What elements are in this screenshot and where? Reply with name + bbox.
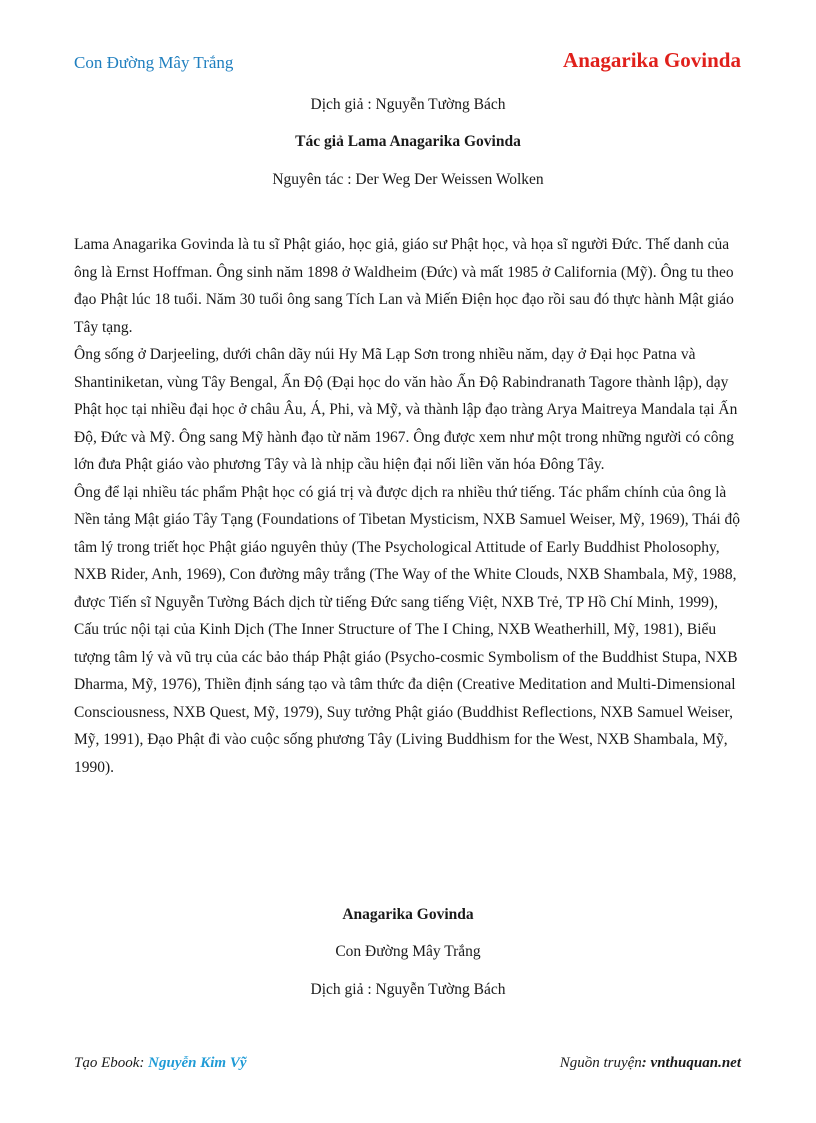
closing-translator: Dịch giả : Nguyễn Tường Bách — [310, 981, 506, 998]
source-label: Nguồn truyện — [559, 1055, 642, 1071]
author-line: Tác giả Lama Anagarika Govinda — [295, 133, 521, 150]
ebook-label: Tạo Ebook — [74, 1055, 140, 1071]
source-credit — [560, 1055, 741, 1072]
ebook-credit — [74, 1055, 247, 1072]
closing-author: Anagarika Govinda — [342, 906, 474, 923]
paragraph: Ông sống ở Darjeeling, dưới chân dãy núi Hy Mã Lạp Sơn trong nhiều năm, dạy ở Đại học Patna và Shantiniketan, vùng Tây Bengal, Ấn Độ (Đại học do văn hào Ấn Độ Rabindranath Tagore thành lập), dạy Phật học tại nhiều đại học ở châu Âu, Á, Phi, và Mỹ, và thành lập đạo tràng Arya Maitreya Mandala tại Ấn Độ, Đức và Mỹ. Ông sang Mỹ hành đạo từ năm 1967. Ông được xem như một trong những người có công lớn đưa Phật giáo vào phương Tây và là nhịp cầu hiện đại nối liền văn hóa Đông Tây. — [74, 346, 738, 473]
source-separator: : — [641, 1055, 651, 1071]
biography-text — [74, 231, 744, 781]
source-site[interactable]: vnthuquan.net — [650, 1055, 741, 1071]
ebook-separator: : — [139, 1055, 149, 1071]
paragraph: Lama Anagarika Govinda là tu sĩ Phật giáo, học giả, giáo sư Phật học, và họa sĩ người Đức. Thế danh của ông là Ernst Hoffman. Ông sinh năm 1898 ở Waldheim (Đức) và mất 1985 ở California (Mỹ). Ông tu theo đạo Phật lúc 18 tuổi. Năm 30 tuổi ông sang Tích Lan và Miến Điện học đạo rồi sau đó thực hành Mật giáo Tây tạng. — [74, 236, 734, 336]
translator-line: Dịch giả : Nguyễn Tường Bách — [310, 96, 506, 113]
original-title-line: Nguyên tác : Der Weg Der Weissen Wolken — [272, 171, 544, 188]
page-header — [74, 48, 741, 78]
header-book-title: Con Đường Mây Trắng — [74, 53, 234, 72]
closing-book-title: Con Đường Mây Trắng — [335, 943, 481, 960]
paragraph: Ông để lại nhiều tác phẩm Phật học có giá trị và được dịch ra nhiều thứ tiếng. Tác phẩm chính của ông là Nền tảng Mật giáo Tây Tạng (Foundations of Tibetan Mysticism, NXB Samuel Weiser, Mỹ, 1969), Thái độ tâm lý trong triết học Phật giáo nguyên thủy (The Psychological Attitude of Early Buddhist Pholosophy, NXB Rider, Anh, 1969), Con đường mây trắng (The Way of the White Clouds, NXB Shambala, Mỹ, 1988, được Tiến sĩ Nguyễn Tường Bách dịch từ tiếng Đức sang tiếng Việt, NXB Trẻ, TP Hồ Chí Minh, 1999), Cấu trúc nội tại của Kinh Dịch (The Inner Structure of The I Ching, NXB Weatherhill, Mỹ, 1981), Biểu tượng tâm lý và vũ trụ của các bảo tháp Phật giáo (Psycho-cosmic Symbolism of the Buddhist Stupa, NXB Dharma, Mỹ, 1976), Thiền định sáng tạo và tâm thức đa diện (Creative Meditation and Multi-Dimensional Consciousness, NXB Quest, Mỹ, 1979), Suy tưởng Phật giáo (Buddhist Reflections, NXB Samuel Weiser, Mỹ, 1991), Đạo Phật đi vào cuộc sống phương Tây (Living Buddhism for the West, NXB Shambala, Mỹ, 1990). — [74, 483, 741, 776]
header-author-name: Anagarika Govinda — [563, 48, 741, 72]
page-footer — [74, 1055, 741, 1077]
ebook-creator-name: Nguyễn Kim Vỹ — [148, 1055, 247, 1071]
